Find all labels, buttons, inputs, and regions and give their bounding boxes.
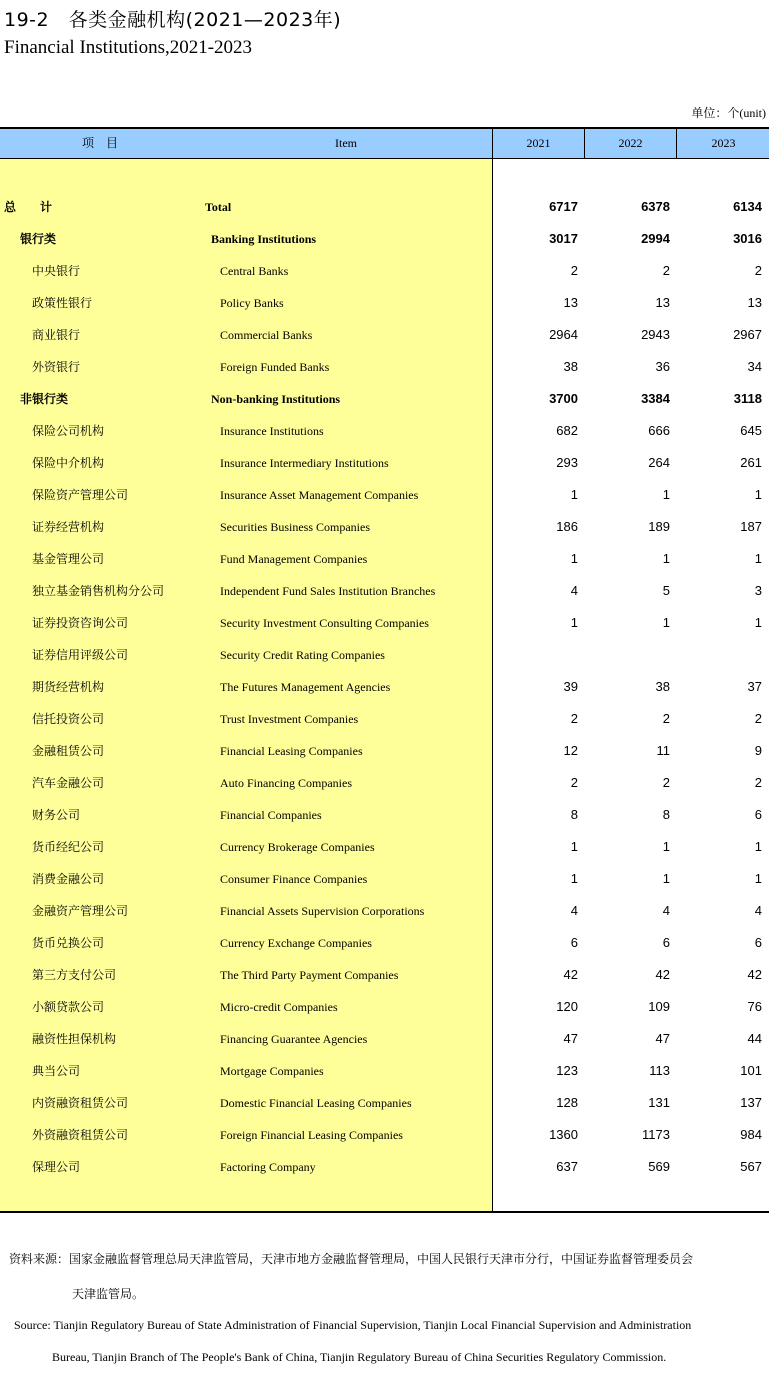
table-row — [0, 771, 769, 795]
table-header — [0, 129, 769, 159]
cell-value-2022: 2994 — [641, 231, 670, 246]
cell-value-2022: 8 — [662, 807, 670, 822]
cell-value-2022: 569 — [648, 1159, 670, 1174]
cell-value-2023: 1 — [754, 551, 762, 566]
cell-value-2021: 1 — [570, 615, 578, 630]
row-label-en: Foreign Financial Leasing Companies — [220, 1128, 403, 1142]
header-year-2022: 2022 — [584, 129, 676, 158]
row-label-en: Central Banks — [220, 264, 289, 278]
row-label-cn: 政策性银行 — [32, 296, 93, 310]
cell-value-2023: 6134 — [733, 199, 762, 214]
row-label-cn: 中央银行 — [32, 264, 81, 278]
table-row — [0, 1123, 769, 1147]
cell-value-2021: 682 — [556, 423, 578, 438]
table-row — [0, 643, 769, 667]
table-row — [0, 867, 769, 891]
cell-value-2023: 261 — [740, 455, 762, 470]
cell-value-2022: 1 — [662, 487, 670, 502]
row-label-en: Security Investment Consulting Companies — [220, 616, 429, 630]
header-year-2023: 2023 — [676, 129, 769, 158]
row-label-en: Micro-credit Companies — [220, 1000, 338, 1014]
cell-value-2021: 2964 — [549, 327, 578, 342]
cell-value-2023: 2967 — [733, 327, 762, 342]
table-row — [0, 355, 769, 379]
table-row — [0, 451, 769, 475]
table-row — [0, 323, 769, 347]
cell-value-2022: 2943 — [641, 327, 670, 342]
row-label-cn: 期货经营机构 — [32, 680, 105, 694]
row-label-cn: 外资融资租赁公司 — [32, 1128, 129, 1142]
table-row — [0, 995, 769, 1019]
cell-value-2023: 645 — [740, 423, 762, 438]
row-label-cn: 保险资产管理公司 — [32, 488, 129, 502]
cell-value-2021: 1 — [570, 871, 578, 886]
cell-value-2022: 1 — [662, 615, 670, 630]
cell-value-2021: 1360 — [549, 1127, 578, 1142]
row-label-en: Mortgage Companies — [220, 1064, 324, 1078]
cell-value-2022: 2 — [662, 711, 670, 726]
table-row — [0, 259, 769, 283]
cell-value-2022: 6 — [662, 935, 670, 950]
cell-value-2021: 6717 — [549, 199, 578, 214]
cell-value-2022: 13 — [655, 295, 670, 310]
table-row — [0, 515, 769, 539]
row-label-en: Security Credit Rating Companies — [220, 648, 385, 662]
row-label-cn: 财务公司 — [32, 808, 81, 822]
row-label-cn: 证券经营机构 — [32, 520, 105, 534]
row-label-en: The Futures Management Agencies — [220, 680, 391, 694]
row-label-cn: 金融资产管理公司 — [32, 904, 129, 918]
row-label-en: The Third Party Payment Companies — [220, 968, 399, 982]
row-label-en: Currency Exchange Companies — [220, 936, 372, 950]
cell-value-2021: 2 — [570, 711, 578, 726]
cell-value-2022: 131 — [648, 1095, 670, 1110]
row-label-cn: 证券投资咨询公司 — [32, 616, 129, 630]
unit-label — [691, 104, 766, 121]
row-label-cn: 独立基金销售机构分公司 — [32, 584, 165, 598]
unit-label-cn: 单位：个 — [691, 106, 740, 120]
cell-value-2023: 42 — [747, 967, 762, 982]
table-row — [0, 291, 769, 315]
cell-value-2023: 2 — [754, 263, 762, 278]
cell-value-2022: 3384 — [641, 391, 670, 406]
cell-value-2023: 137 — [740, 1095, 762, 1110]
table-row — [0, 707, 769, 731]
row-label-cn: 信托投资公司 — [32, 712, 105, 726]
header-item-cn: 项 目 — [81, 136, 118, 150]
cell-value-2022: 109 — [648, 999, 670, 1014]
data-table — [0, 127, 769, 1213]
table-row — [0, 803, 769, 827]
source-note-cn-cont: 天津监管局。 — [72, 1287, 145, 1301]
cell-value-2022: 264 — [648, 455, 670, 470]
row-label-en: Auto Financing Companies — [220, 776, 352, 790]
row-label-en: Financial Leasing Companies — [220, 744, 363, 758]
cell-value-2023: 101 — [740, 1063, 762, 1078]
row-label-cn: 证券信用评级公司 — [32, 648, 129, 662]
row-label-en: Policy Banks — [220, 296, 284, 310]
row-label-cn: 总 计 — [4, 200, 53, 214]
cell-value-2021: 3700 — [549, 391, 578, 406]
cell-value-2021: 293 — [556, 455, 578, 470]
cell-value-2021: 39 — [563, 679, 578, 694]
cell-value-2023: 1 — [754, 487, 762, 502]
header-year-2021: 2021 — [492, 129, 584, 158]
cell-value-2022: 1 — [662, 839, 670, 854]
cell-value-2023: 567 — [740, 1159, 762, 1174]
cell-value-2022: 36 — [655, 359, 670, 374]
row-label-en: Factoring Company — [220, 1160, 316, 1174]
table-row — [0, 387, 769, 411]
table-row — [0, 419, 769, 443]
table-row — [0, 963, 769, 987]
row-label-cn: 货币兑换公司 — [32, 936, 105, 950]
cell-value-2021: 1 — [570, 551, 578, 566]
page-title-cn: 19-2 各类金融机构(2021—2023年) — [4, 9, 342, 31]
row-label-cn: 典当公司 — [32, 1064, 81, 1078]
table-row — [0, 227, 769, 251]
cell-value-2021: 4 — [570, 583, 578, 598]
row-label-en: Currency Brokerage Companies — [220, 840, 375, 854]
cell-value-2023: 1 — [754, 871, 762, 886]
cell-value-2021: 128 — [556, 1095, 578, 1110]
source-note-cn: 资料来源：国家金融监督管理总局天津监管局，天津市地方金融监督管理局，中国人民银行天津市分行，中国证券监督管理委员会 — [9, 1252, 694, 1266]
cell-value-2021: 2 — [570, 263, 578, 278]
source-note-en-cont: Bureau, Tianjin Branch of The People's Bank of China, Tianjin Regulatory Bureau of China Securities Regulatory Commission. — [52, 1350, 667, 1364]
row-label-cn: 保险公司机构 — [32, 424, 105, 438]
cell-value-2023: 76 — [747, 999, 762, 1014]
cell-value-2022: 6378 — [641, 199, 670, 214]
table-row — [0, 1059, 769, 1083]
cell-value-2022: 189 — [648, 519, 670, 534]
cell-value-2023: 9 — [754, 743, 762, 758]
cell-value-2023: 1 — [754, 839, 762, 854]
row-label-cn: 保理公司 — [32, 1160, 81, 1174]
cell-value-2021: 3017 — [549, 231, 578, 246]
cell-value-2023: 187 — [740, 519, 762, 534]
row-label-cn: 第三方支付公司 — [32, 968, 117, 982]
row-label-en: Securities Business Companies — [220, 520, 370, 534]
row-label-en: Consumer Finance Companies — [220, 872, 368, 886]
row-label-en: Financial Assets Supervision Corporations — [220, 904, 425, 918]
row-label-en: Financing Guarantee Agencies — [220, 1032, 368, 1046]
cell-value-2021: 1 — [570, 487, 578, 502]
cell-value-2023: 2 — [754, 711, 762, 726]
cell-value-2021: 4 — [570, 903, 578, 918]
cell-value-2022: 2 — [662, 775, 670, 790]
row-label-en: Commercial Banks — [220, 328, 313, 342]
cell-value-2023: 984 — [740, 1127, 762, 1142]
row-label-cn: 非银行类 — [20, 392, 69, 406]
row-label-cn: 商业银行 — [32, 328, 81, 342]
table-row — [0, 675, 769, 699]
cell-value-2022: 2 — [662, 263, 670, 278]
page-title-en: Financial Institutions,2021-2023 — [4, 37, 253, 58]
row-label-en: Fund Management Companies — [220, 552, 368, 566]
unit-label-en: (unit) — [739, 106, 766, 120]
cell-value-2021: 120 — [556, 999, 578, 1014]
row-label-en: Trust Investment Companies — [220, 712, 359, 726]
row-label-en: Total — [205, 200, 232, 214]
row-label-en: Independent Fund Sales Institution Branches — [220, 584, 436, 598]
table-row — [0, 1091, 769, 1115]
row-label-cn: 消费金融公司 — [32, 872, 105, 886]
cell-value-2023: 6 — [754, 807, 762, 822]
cell-value-2021: 186 — [556, 519, 578, 534]
cell-value-2023: 37 — [747, 679, 762, 694]
cell-value-2021: 13 — [563, 295, 578, 310]
cell-value-2023: 3118 — [733, 391, 762, 406]
cell-value-2021: 47 — [563, 1031, 578, 1046]
cell-value-2021: 42 — [563, 967, 578, 982]
row-label-cn: 小额贷款公司 — [32, 1000, 105, 1014]
cell-value-2023: 6 — [754, 935, 762, 950]
row-label-cn: 货币经纪公司 — [32, 840, 105, 854]
table-row — [0, 579, 769, 603]
row-label-cn: 保险中介机构 — [32, 456, 105, 470]
row-label-en: Insurance Institutions — [220, 424, 324, 438]
table-row — [0, 195, 769, 219]
row-label-en: Insurance Intermediary Institutions — [220, 456, 389, 470]
row-label-cn: 内资融资租赁公司 — [32, 1096, 129, 1110]
cell-value-2022: 1173 — [642, 1127, 670, 1142]
table-row — [0, 611, 769, 635]
cell-value-2023: 13 — [747, 295, 762, 310]
cell-value-2023: 3016 — [733, 231, 762, 246]
row-label-en: Banking Institutions — [211, 232, 317, 246]
cell-value-2021: 1 — [570, 839, 578, 854]
row-label-en: Foreign Funded Banks — [220, 360, 330, 374]
cell-value-2021: 123 — [556, 1063, 578, 1078]
cell-value-2022: 5 — [662, 583, 670, 598]
cell-value-2022: 1 — [662, 551, 670, 566]
cell-value-2021: 8 — [570, 807, 578, 822]
cell-value-2022: 666 — [648, 423, 670, 438]
cell-value-2023: 44 — [747, 1031, 762, 1046]
table-row — [0, 931, 769, 955]
header-item-en: Item — [335, 136, 357, 150]
cell-value-2023: 2 — [754, 775, 762, 790]
cell-value-2023: 1 — [754, 615, 762, 630]
row-label-cn: 基金管理公司 — [32, 552, 105, 566]
row-label-cn: 融资性担保机构 — [32, 1032, 117, 1046]
row-label-en: Domestic Financial Leasing Companies — [220, 1096, 412, 1110]
cell-value-2022: 4 — [662, 903, 670, 918]
table-row — [0, 547, 769, 571]
table-row — [0, 899, 769, 923]
cell-value-2021: 38 — [563, 359, 578, 374]
cell-value-2022: 1 — [662, 871, 670, 886]
cell-value-2021: 637 — [556, 1159, 578, 1174]
row-label-en: Non-banking Institutions — [211, 392, 341, 406]
cell-value-2023: 3 — [754, 583, 762, 598]
row-label-en: Financial Companies — [220, 808, 322, 822]
cell-value-2021: 12 — [563, 743, 578, 758]
cell-value-2021: 6 — [570, 935, 578, 950]
cell-value-2022: 38 — [655, 679, 670, 694]
row-label-en: Insurance Asset Management Companies — [220, 488, 419, 502]
table-row — [0, 1027, 769, 1051]
cell-value-2023: 34 — [747, 359, 762, 374]
cell-value-2022: 42 — [655, 967, 670, 982]
row-label-cn: 金融租赁公司 — [32, 744, 105, 758]
cell-value-2022: 11 — [656, 743, 670, 758]
cell-value-2023: 4 — [754, 903, 762, 918]
row-label-cn: 银行类 — [20, 232, 57, 246]
row-label-cn: 汽车金融公司 — [32, 776, 105, 790]
row-label-cn: 外资银行 — [32, 360, 81, 374]
table-row — [0, 483, 769, 507]
table-row — [0, 1155, 769, 1179]
table-row — [0, 835, 769, 859]
cell-value-2022: 113 — [649, 1063, 670, 1078]
source-note-en: Source: Tianjin Regulatory Bureau of State Administration of Financial Supervision, Tianjin Local Financial Supervision and Administration — [14, 1318, 692, 1332]
table-row — [0, 739, 769, 763]
cell-value-2022: 47 — [655, 1031, 670, 1046]
cell-value-2021: 2 — [570, 775, 578, 790]
